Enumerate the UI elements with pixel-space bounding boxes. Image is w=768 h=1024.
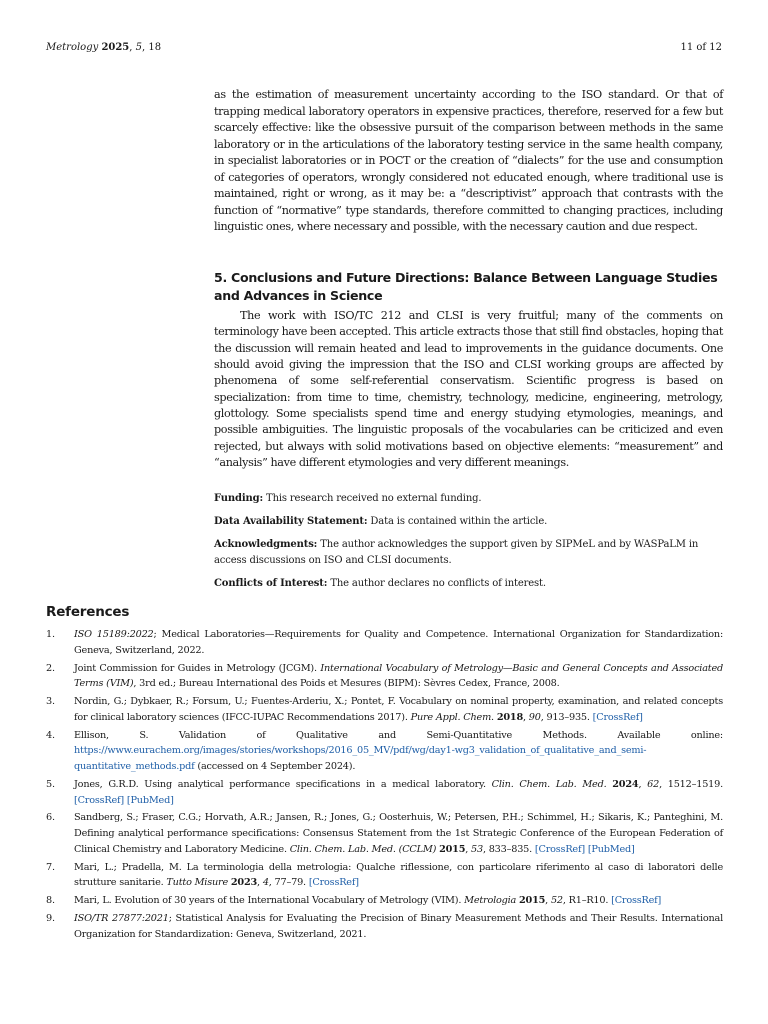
- reference-journal: Metrologia: [464, 895, 517, 907]
- acknowledgments-label: Acknowledgments:: [214, 539, 318, 550]
- reference-accessed: (accessed on 4 September 2024).: [197, 760, 356, 772]
- reference-item: 8. Mari, L. Evolution of 30 years of the International Vocabulary of Metrology (VIM). Metrologia 2015, 52, R1–R10. [CrossRef]: [46, 893, 723, 909]
- crossref-link[interactable]: [CrossRef]: [611, 895, 662, 907]
- conflicts-of-interest: [214, 576, 723, 592]
- reference-year: 2015: [519, 895, 546, 907]
- reference-authors: Joint Commission for Guides in Metrology (JCGM).: [74, 662, 317, 674]
- crossref-link[interactable]: [CrossRef]: [308, 877, 359, 889]
- reference-number: 7.: [46, 861, 55, 873]
- reference-text: Mari, L. Evolution of 30 years of the International Vocabulary of Metrology (VIM).: [74, 895, 462, 907]
- conflicts-label: Conflicts of Interest:: [214, 578, 328, 589]
- data-availability-label: Data Availability Statement:: [214, 516, 368, 527]
- reference-journal: Pure Appl. Chem.: [410, 711, 494, 723]
- reference-title: ISO/TR 27877:2021: [74, 913, 169, 925]
- journal-volume: 5: [135, 42, 143, 53]
- pubmed-link[interactable]: [PubMed]: [126, 794, 174, 806]
- reference-volume: 62: [647, 778, 660, 790]
- reference-text: ; Medical Laboratories—Requirements for Quality and Competence. International Organization for Standardization: Geneva, Switzerland, 2022.: [74, 629, 724, 656]
- article-number: 18: [148, 42, 162, 53]
- funding-label: Funding:: [214, 493, 264, 504]
- reference-volume: 52: [550, 895, 563, 907]
- reference-text: Jones, G.R.D. Using analytical performance specifications in a medical laboratory.: [74, 778, 486, 790]
- journal-year: 2025: [101, 42, 130, 53]
- reference-text: , 3rd ed.; Bureau International des Poids et Mesures (BIPM): Sèvres Cedex, France, 2008.: [133, 678, 560, 690]
- reference-url-link[interactable]: https://www.eurachem.org/images/stories/workshops/2016_05_MV/pdf/wg/day1-wg3_validation_of_qualitative_and_semi-quantitative_methods.pdf: [74, 745, 647, 772]
- reference-text: Sandberg, S.; Fraser, C.G.; Horvath, A.R.; Jansen, R.; Jones, G.; Oosterhuis, W.; Petersen, P.H.; Schimmel, H.; Sikaris, K.; Panteghini, M. Defining analytical performance specifications: Consensus Statement from the 1st Strategic Conference of the European Federation of Clinical Chemistry and Laboratory Medicine.: [74, 812, 723, 855]
- acknowledgments: [214, 537, 723, 568]
- reference-item: [46, 911, 723, 942]
- reference-item: 7. Mari, L.; Pradella, M. La terminologia della metrologia: Qualche riflessione, con particolare riferimento al caso di laboratori delle strutture sanitarie. Tutto Misure 2023, 4, 77–79. [CrossRef]: [46, 861, 723, 889]
- reference-text: Nordin, G.; Dybkaer, R.; Forsum, U.; Fuentes-Arderiu, X.; Pontet, F. Vocabulary on nominal property, examination, and related concepts for clinical laboratory sciences (IFCC-IUPAC Recommendations 2017).: [74, 696, 723, 723]
- reference-text: ; Statistical Analysis for Evaluating the Precision of Binary Measurement Methods and Their Results. International Organization for Standardization: Geneva, Switzerland, 2021.: [74, 913, 723, 940]
- reference-title: International Vocabulary of Metrology—Basic and General Concepts and Associated Terms (VIM): [74, 662, 723, 690]
- page-number: 11 of 12: [680, 42, 722, 53]
- reference-journal: Tutto Misure: [166, 877, 228, 889]
- running-head: Metrology 2025, 5, 18: [46, 42, 162, 53]
- reference-item: [46, 661, 723, 692]
- reference-list: [46, 627, 723, 945]
- reference-pages: , 1512–1519.: [659, 778, 723, 790]
- page-header: [46, 41, 722, 55]
- reference-number: 9.: [46, 913, 55, 925]
- reference-volume: 4: [262, 877, 269, 889]
- crossref-link[interactable]: [CrossRef]: [74, 794, 124, 806]
- reference-item: 3. Nordin, G.; Dybkaer, R.; Forsum, U.; Fuentes-Arderiu, X.; Pontet, F. Vocabulary on nominal property, examination, and related concepts for clinical laboratory sciences (IFCC-IUPAC Recommendations 2017). Pure Appl. Chem. 2018, 90, 913–935. [CrossRef]: [46, 696, 723, 723]
- reference-text: Mari, L.; Pradella, M. La terminologia della metrologia: Qualche riflessione, con particolare riferimento al caso di laboratori delle strutture sanitarie.: [74, 861, 723, 889]
- reference-item: [46, 627, 723, 658]
- reference-pages: , 77–79.: [268, 877, 306, 889]
- reference-number: 1.: [46, 629, 55, 640]
- reference-pages: , R1–R10.: [562, 895, 609, 907]
- reference-title: ISO 15189:2022: [74, 629, 154, 640]
- reference-number: 4.: [46, 729, 55, 741]
- reference-item: 5. Jones, G.R.D. Using analytical performance specifications in a medical laboratory. Clin. Chem. Lab. Med. 2024, 62, 1512–1519. [CrossRef] [PubMed]: [46, 778, 723, 806]
- reference-journal: Clin. Chem. Lab. Med. (CCLM): [289, 843, 437, 855]
- reference-number: 3.: [46, 696, 55, 708]
- reference-year: 2024: [612, 778, 639, 790]
- reference-volume: 90: [528, 711, 541, 723]
- section-paragraph: The work with ISO/TC 212 and CLSI is very fruitful; many of the comments on terminology have been accepted. This article extracts those that still find obstacles, hoping that the discussion will remain heated and lead to improvements in the guidance documents. One should avoid giving the impression that the ISO and CLSI working groups are affected by phenomena of some self-referential conservatism. Scientific progress is based on specialization: from time to time, chemistry, technology, medicine, engineering, metrology, glottology. Some specialists spend time and energy studying etymologies, meanings, and possible ambiguities. The linguistic proposals of the vocabularies can be criticized and even rejected, but always with solid motivations based on objective elements: “measurement” and “analysis” have different etymologies and very different meanings.: [214, 309, 723, 470]
- reference-year: 2018: [496, 711, 523, 723]
- body-paragraph: as the estimation of measurement uncertainty according to the ISO standard. Or that of trapping medical laboratory operators in expensive practices, therefore, reserved for a few but scarcely effective: like the obsessive pursuit of the comparison between methods in the same laboratory or in the articulations of the laboratory testing service in the same health company, in specialist laboratories or in POCT or the creation of “dialects” for the use and consumption of categories of operators, wrongly considered not educated enough, where traditional use is maintained, right or wrong, as it may be: a “descriptivist” approach that contrasts with the function of “normative” type standards, therefore committed to changing practices, including linguistic ones, where necessary and possible, with the necessary caution and due respect.: [214, 88, 723, 233]
- reference-journal: Clin. Chem. Lab. Med.: [491, 778, 607, 790]
- reference-number: 5.: [46, 778, 55, 790]
- reference-number: 6.: [46, 812, 55, 824]
- references-heading: References: [46, 604, 130, 620]
- journal-name: Metrology: [46, 42, 99, 53]
- section-title: 5. Conclusions and Future Directions: Balance Between Language Studies and Advances in Science: [214, 270, 718, 303]
- reference-year: 2023: [230, 877, 258, 889]
- data-availability-statement: [214, 514, 723, 530]
- reference-volume: 53: [471, 843, 483, 855]
- reference-text: Ellison, S. Validation of Qualitative and Semi-Quantitative Methods. Available online:: [74, 729, 723, 741]
- reference-pages: , 913–935.: [540, 711, 590, 723]
- reference-item: 6. Sandberg, S.; Fraser, C.G.; Horvath, A.R.; Jansen, R.; Jones, G.; Oosterhuis, W.; Petersen, P.H.; Schimmel, H.; Sikaris, K.; Panteghini, M. Defining analytical performance specifications: Consensus Statement from the 1st Strategic Conference of the European Federation of Clinical Chemistry and Laboratory Medicine. Clin. Chem. Lab. Med. (CCLM) 2015, 53, 833–835. [CrossRef] [PubMed]: [46, 812, 723, 855]
- reference-number: 2.: [46, 662, 55, 674]
- crossref-link[interactable]: [CrossRef]: [592, 711, 643, 723]
- reference-pages: , 833–835.: [482, 843, 533, 855]
- funding-text: This research received no external funding.: [266, 493, 482, 504]
- data-availability-text: Data is contained within the article.: [370, 516, 548, 527]
- crossref-link[interactable]: [CrossRef]: [534, 843, 585, 855]
- pubmed-link[interactable]: [PubMed]: [587, 843, 635, 855]
- reference-number: 8.: [46, 895, 55, 907]
- conflicts-text: The author declares no conflicts of interest.: [330, 578, 546, 589]
- funding-statement: [214, 491, 723, 507]
- reference-item: [46, 728, 723, 775]
- acknowledgments-text: The author acknowledges the support given by SIPMeL and by WASPaLM in access discussions on ISO and CLSI documents.: [214, 539, 699, 566]
- reference-year: 2015: [439, 843, 466, 855]
